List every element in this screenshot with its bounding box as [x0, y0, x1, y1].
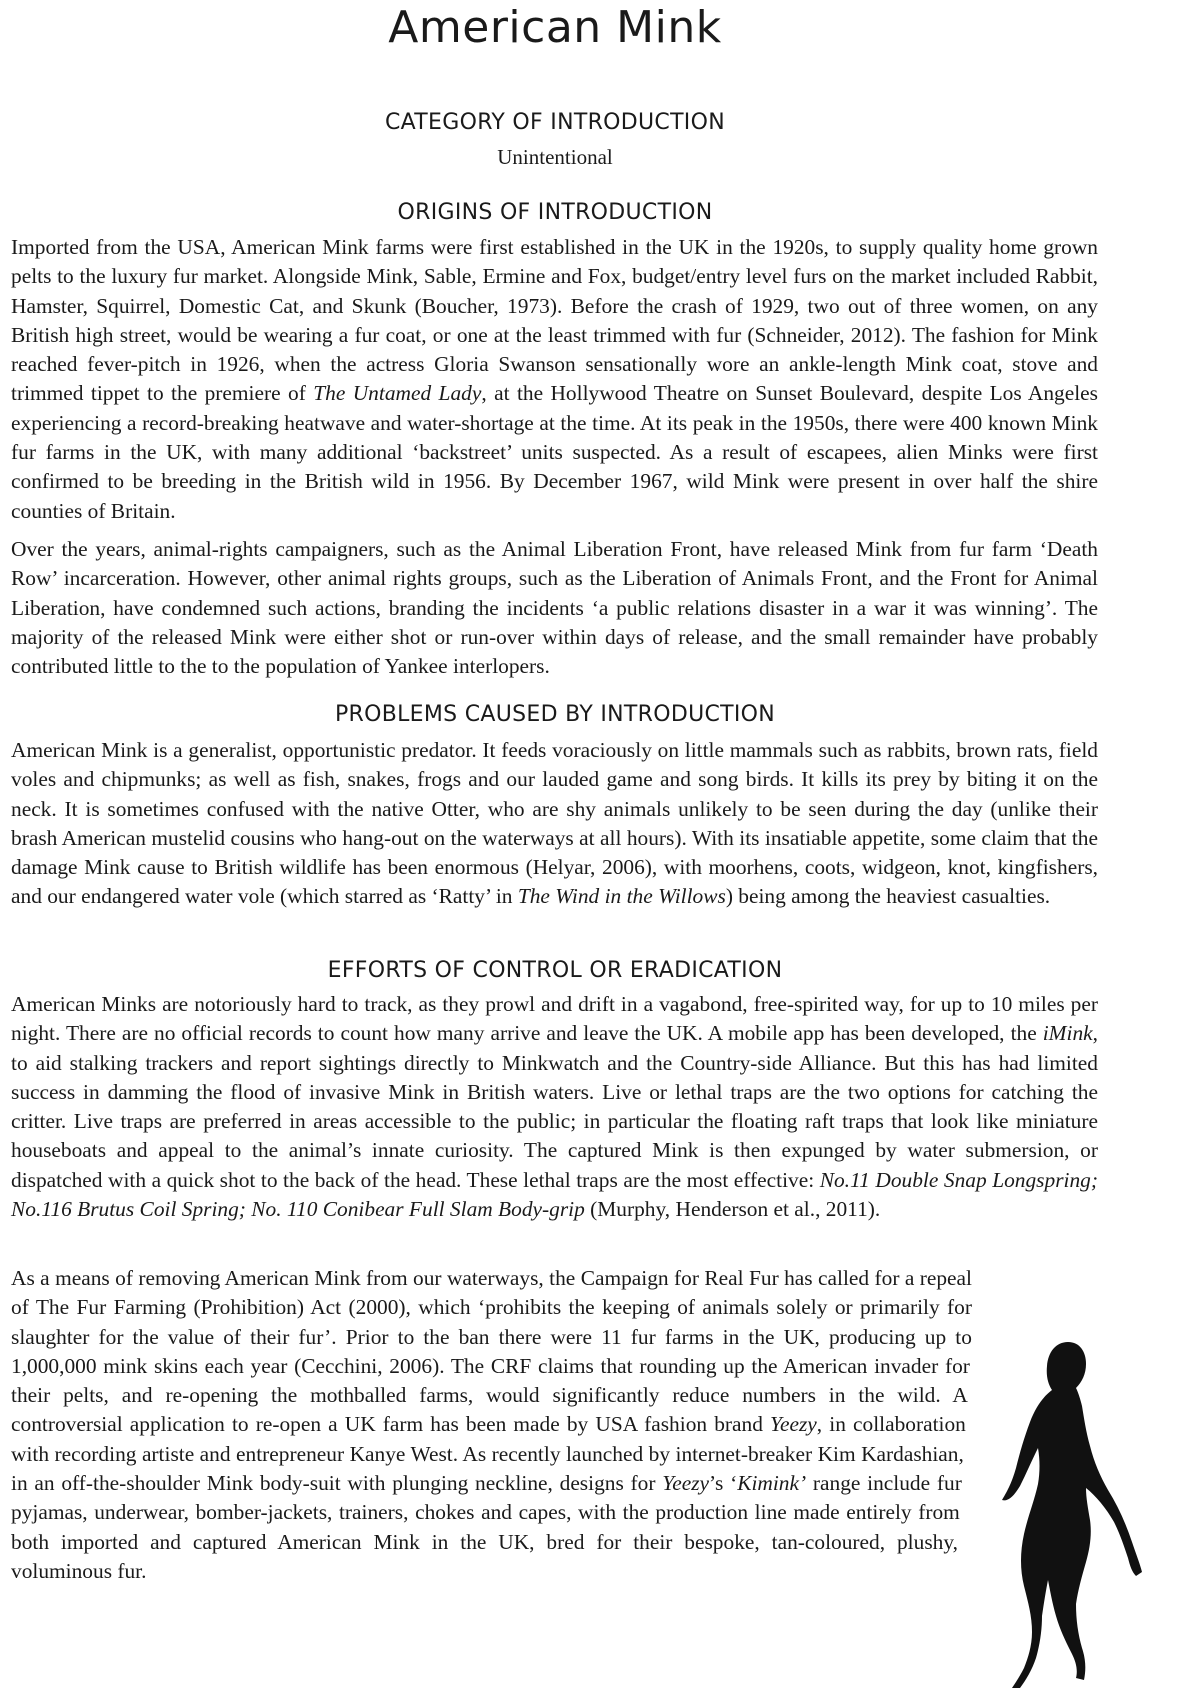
brand-name: Yeezy	[770, 1412, 817, 1437]
origins-heading: ORIGINS OF INTRODUCTION	[397, 200, 713, 225]
origins-paragraph-1	[11, 233, 1098, 526]
page-title: American Mink	[388, 2, 722, 53]
efforts-paragraph-1	[11, 990, 1098, 1224]
origins-paragraph-2: Over the years, animal-rights campaigners, such as the Animal Liberation Front, have released Mink from fur farm ‘Death Row’ incarceration. However, other animal rights groups, such as the Liberation of Animals Front, and the Front for Animal Liberation, have condemned such actions, branding the incidents ‘a public relations disaster in a war it was winning’. The majority of the released Mink were either shot or run-over within days of release, and the small remainder have probably contributed little to the to the population of Yankee interlopers.	[11, 537, 1098, 679]
range-name: Kimink’	[737, 1471, 807, 1496]
problems-paragraph	[11, 736, 1098, 912]
problems-heading: PROBLEMS CAUSED BY INTRODUCTION	[334, 702, 776, 727]
efforts-heading: EFFORTS OF CONTROL OR ERADICATION	[327, 958, 783, 983]
text-run: ) being among the heaviest casualties.	[725, 884, 1051, 909]
text-run: , to aid stalking trackers and report sightings directly to Minkwatch and the Country-side Alliance. But this has had limited success in damming the flood of invasive Mink in British waters. Live or lethal traps are the two options for catching the critter. Live traps are preferred in areas accessible to the public; in particular the floating raft traps that look like miniature houseboats and appeal to the animal’s innate curiosity. The captured Mink is then expunged by water submersion, or dispatched with a quick shot to the back of the head. These lethal traps are the most effective:	[11, 1021, 1098, 1192]
text-run: As a means of removing American Mink from our waterways, the Campaign for Real Fur has called for a repeal of The Fur Farming (Prohibition) Act (2000), which ‘prohibits the keeping of animals solely or primarily for slaughter for the value of their fur’. Prior to the ban there were 11 fur farms in the UK, producing up to 1,000,000 mink skins each year (Cecchini, 2006). The CRF claims that rounding up the American invader for their pelts, and re-opening the mothballed farms, would significantly reduce numbers in the wild. A controversial application to re-open a UK farm has been made by USA fashion brand	[11, 1266, 972, 1437]
text-run: , in collaboration with recording artiste and entrepreneur Kanye West. As recently launched by internet-breaker Kim Kardashian, in an off-the-shoulder Mink body-suit with plunging neckline, designs for	[11, 1412, 966, 1496]
text-run: , at the Hollywood Theatre on Sunset Boulevard, despite Los Angeles experiencing a record-breaking heatwave and water-shortage at the time. At its peak in the 1950s, there were 400 known Mink fur farms in the UK, with many additional ‘backstreet’ units suspected. As a result of escapees, alien Minks were first confirmed to be breeding in the British wild in 1956. By December 1967, wild Mink were present in over half the shire counties of Britain.	[11, 381, 1098, 523]
app-name: iMink	[1042, 1021, 1093, 1046]
efforts-paragraph-2	[11, 1264, 1098, 1586]
brand-name: Yeezy	[662, 1471, 710, 1496]
text-run: (Murphy, Henderson et al., 2011).	[584, 1197, 881, 1222]
text-run: range include fur pyjamas, underwear, bomber-jackets, trainers, chokes and capes, with the production line made entirely from both imported and captured American Mink in the UK, bred for their bespoke, tan-coloured, plushy, voluminous fur.	[11, 1471, 962, 1583]
text-run: Imported from the USA, American Mink farms were first established in the UK in the 1920s, to supply quality home grown pelts to the luxury fur market. Alongside Mink, Sable, Ermine and Fox, budget/entry level furs on the market included Rabbit, Hamster, Squirrel, Domestic Cat, and Skunk (Boucher, 1973). Before the crash of 1929, two out of three women, on any British high street, would be wearing a fur coat, or one at the least trimmed with fur (Schneider, 2012). The fashion for Mink reached fever-pitch in 1926, when the actress Gloria Swanson sensationally wore an ankle-length Mink coat, stove and trimmed tippet to the premiere of	[11, 235, 1098, 406]
category-value: Unintentional	[497, 145, 613, 169]
book-title: The Wind in the Willows	[517, 884, 726, 909]
text-run: American Minks are notoriously hard to track, as they prowl and drift in a vagabond, free-spirited way, for up to 10 miles per night. There are no official records to count how many arrive and leave the UK. A mobile app has been developed, the	[11, 992, 1098, 1046]
film-title: The Untamed Lady	[313, 381, 482, 406]
woman-silhouette-illustration	[990, 1340, 1150, 1690]
trap-names: No.11 Double Snap Longspring; No.116 Brutus Coil Spring; No. 110 Conibear Full Slam Body-grip	[11, 1167, 1098, 1222]
text-run: ’s ‘	[709, 1471, 738, 1496]
category-heading: CATEGORY OF INTRODUCTION	[385, 110, 725, 135]
text-run: American Mink is a generalist, opportunistic predator. It feeds voraciously on little mammals such as rabbits, brown rats, field voles and chipmunks; as well as fish, snakes, frogs and our lauded game and song birds. It kills its prey by biting it on the neck. It is sometimes confused with the native Otter, who are shy animals unlikely to be seen during the day (unlike their brash American mustelid cousins who hang-out on the waterways at all hours). With its insatiable appetite, some claim that the damage Mink cause to British wildlife has been enormous (Helyar, 2006), with moorhens, coots, widgeon, knot, kingfishers, and our endangered water vole (which starred as ‘Ratty’ in	[11, 738, 1098, 909]
